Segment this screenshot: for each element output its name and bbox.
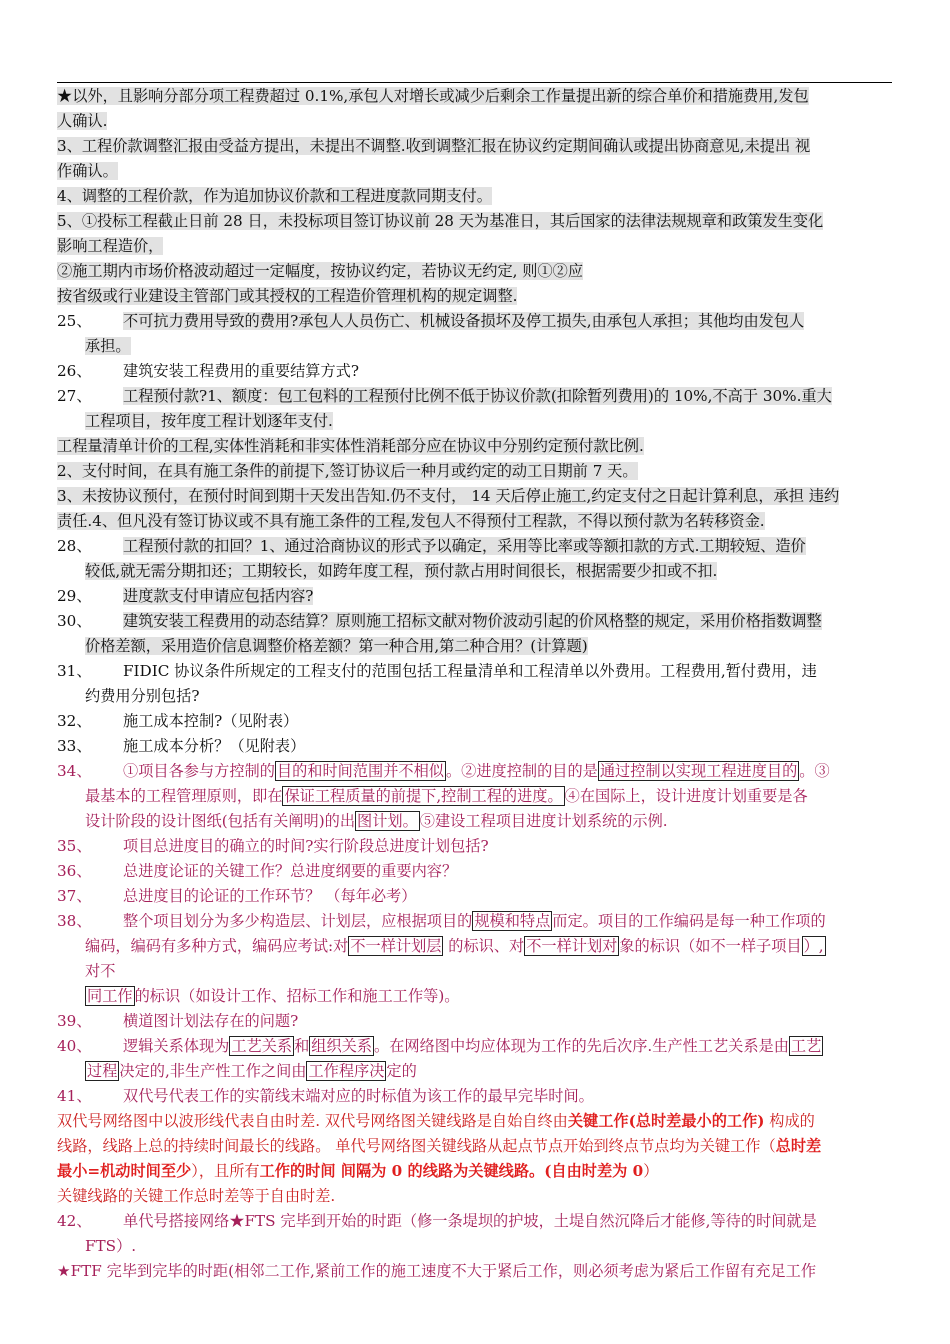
text-line: 作确认。 [57, 162, 118, 180]
question-number: 32、 [57, 712, 92, 730]
boxed-phrase: 保证工程质量的前提下,控制工程的进度。 [284, 787, 563, 805]
text-line: 5、①投标工程截止日前 28 日，未投标项目签订协议前 28 天为基准日，其后国家的法律法规规章和政策发生变化 [57, 212, 824, 230]
question-number: 29、 [57, 587, 92, 605]
boxed-phrase: 工作程序决 [308, 1062, 385, 1080]
question-number: 35、 [57, 837, 92, 855]
question-32: 32、 施工成本控制?（见附表） [57, 709, 907, 734]
boxed-phrase: 组织关系 [311, 1037, 372, 1055]
text-line: 责任.4、但凡没有签订协议或不具有施工条件的工程,发包人不得预付工程款，不得以预付款为名转移资金. [57, 512, 765, 530]
question-number: 38、 [57, 912, 92, 930]
question-38-cont: 编码，编码有多种方式，编码应考试:对 不一样计划层 的标识、对 不一样计划对 象的标识（如不一样子项目 ）, [85, 937, 824, 955]
question-number: 30、 [57, 612, 92, 630]
boxed-phrase: 不一样计划对 [526, 937, 618, 955]
text-line: ★以外，且影响分部分项工程费超过 0.1%,承包人对增长或减少后剩余工作量提出新的综合单价和措施费用,发包 [57, 87, 809, 105]
paragraph-line: 双代号网络图中以波形线代表自由时差. 双代号网络图关键线路是自始自终由关键工作(总时差最小的工作) 构成的 [57, 1112, 815, 1130]
question-27-cont: 工程项目，按年度工程计划逐年支付. [85, 412, 333, 430]
question-35: 35、 项目总进度目的确立的时间?实行阶段总进度计划包括? [57, 834, 907, 859]
boxed-phrase: 工艺 [790, 1037, 822, 1055]
question-33: 33、 施工成本分析？（见附表） [57, 734, 907, 759]
question-28: 28、 工程预付款的扣回？1、通过洽商协议的形式予以确定，采用等比率或等额扣款的方式.工期较短、造价 [57, 534, 907, 559]
question-38: 38、 整个项目划分为多少构造层、计划层，应根据项目的 规模和特点 而定。项目的工作编码是每一种工作项的 [57, 909, 907, 934]
boxed-phrase: 规模和特点 [474, 912, 551, 930]
boxed-phrase: 通过控制以实现工程进度目的 [599, 762, 798, 780]
question-number: 41、 [57, 1087, 92, 1105]
boxed-phrase: 不一样计划层 [350, 937, 442, 955]
question-number: 36、 [57, 862, 92, 880]
text-line: ★FTF 完毕到完毕的时距(相邻二工作,紧前工作的施工速度不大于紧后工作，则必须考虑为紧后工作留有充足工作 [57, 1262, 817, 1280]
question-31: 31、 FIDIC 协议条件所规定的工程支付的范围包括工程量清单和工程清单以外费用。工程费用,暂付费用，违 [57, 659, 907, 684]
boxed-phrase: 过程 [87, 1062, 118, 1080]
question-number: 37、 [57, 887, 92, 905]
question-34-cont: 最基本的工程管理原则，即在 保证工程质量的前提下,控制工程的进度。 ④在国际上，设计进度计划重要是各 [85, 787, 808, 805]
question-number: 34、 [57, 762, 92, 780]
question-30: 30、 建筑安装工程费用的动态结算？原则施工招标文献对物价波动引起的价风格整的规定，采用价格指数调整 [57, 609, 907, 634]
paragraph-line: 关键线路的关键工作总时差等于自由时差. [57, 1187, 336, 1205]
boxed-phrase: 同工作 [87, 987, 133, 1005]
question-38-cont: 同工作 的标识（如设计工作、招标工作和施工工作等)。 [87, 987, 460, 1005]
question-number: 42、 [57, 1212, 92, 1230]
question-29: 29、 进度款支付申请应包括内容? [57, 584, 907, 609]
question-26: 26、 建筑安装工程费用的重要结算方式? [57, 359, 907, 384]
header-rule [57, 82, 892, 83]
question-number: 27、 [57, 387, 92, 405]
question-number: 31、 [57, 662, 92, 680]
text-line: ②施工期内市场价格波动超过一定幅度，按协议约定，若协议无约定, 则①②应 [57, 262, 584, 280]
question-42: 42、 单代号搭接网络★FTS 完毕到开始的时距（修一条堤坝的护坡，土堤自然沉降后才能修,等待的时间就是 [57, 1209, 907, 1234]
text-line: 按省级或行业建设主管部门或其授权的工程造价管理机构的规定调整. [57, 287, 518, 305]
boxed-phrase: 目的和时间范围并不相似 [276, 762, 444, 780]
question-number: 33、 [57, 737, 92, 755]
question-41: 41、 双代号代表工作的实箭线末端对应的时标值为该工作的最早完毕时间。 [57, 1084, 907, 1109]
question-number: 26、 [57, 362, 92, 380]
question-31-cont: 约费用分别包括? [85, 687, 200, 705]
question-39: 39、 横道图计划法存在的问题? [57, 1009, 907, 1034]
question-37: 37、 总进度目的论证的工作环节？ （每年必考） [57, 884, 907, 909]
question-number: 39、 [57, 1012, 92, 1030]
question-30-cont: 价格差额，采用造价信息调整价格差额？第一种合用,第二种合用？(计算题) [85, 637, 588, 655]
question-42-cont: FTS）. [85, 1237, 137, 1255]
text-line: 影响工程造价， [57, 237, 164, 255]
boxed-phrase: 工艺关系 [231, 1037, 293, 1055]
question-34: 34、 ①项目各参与方控制的 目的和时间范围并不相似 。②进度控制的目的是 通过控制以实现工程进度目的 。③ [57, 759, 907, 784]
question-40-cont: 过程 决定的,非生产性工作之间由 工作程序决 定的 [87, 1062, 417, 1080]
boxed-phrase: ）, [803, 937, 824, 955]
question-number: 28、 [57, 537, 92, 555]
question-40: 40、 逻辑关系体现为 工艺关系 和 组织关系 。在网络图中均应体现为工作的先后次序.生产性工艺关系是由 工艺 [57, 1034, 907, 1059]
boxed-phrase: 图计划。 [357, 812, 418, 830]
question-number: 25、 [57, 312, 92, 330]
question-38-cont: 对不 [85, 962, 116, 980]
question-27: 27、 工程预付款?1、额度：包工包料的工程预付比例不低于协议价款(扣除暂列费用)的 10%,不高于 30%.重大 [57, 384, 907, 409]
paragraph-line: 最小=机动时间至少），且所有工作的时间 间隔为 0 的线路为关键线路。(自由时差为 0） [57, 1162, 659, 1180]
question-25: 25、 不可抗力费用导致的费用?承包人人员伤亡、机械设备损坏及停工损失,由承包人承担；其他均由发包人 [57, 309, 907, 334]
question-34-cont: 设计阶段的设计图纸(包括有关阐明)的出 图计划。 ⑤建设工程项目进度计划系统的示例. [85, 812, 668, 830]
question-28-cont: 较低,就无需分期扣还；工期较长，如跨年度工程，预付款占用时间很长，根据需要少扣或不扣. [85, 562, 718, 580]
text-line: 2、支付时间，在具有施工条件的前提下,签订协议后一种月或约定的动工日期前 7 天。 [57, 462, 638, 480]
question-25-cont: 承担。 [85, 337, 131, 355]
paragraph-line: 线路，线路上总的持续时间最长的线路。 单代号网络图关键线路从起点节点开始到终点节点均为关键工作（总时差 [57, 1137, 822, 1155]
text-line: 人确认. [57, 112, 108, 130]
question-number: 40、 [57, 1037, 92, 1055]
text-line: 4、调整的工程价款，作为追加协议价款和工程进度款同期支付。 [57, 187, 492, 205]
text-line: 3、未按协议预付，在预付时间到期十天发出告知.仍不支付， 14 天后停止施工,约定支付之日起计算利息，承担 违约 [57, 487, 840, 505]
document-page [57, 84, 907, 1284]
question-36: 36、 总进度论证的关键工作？总进度纲要的重要内容？ [57, 859, 907, 884]
text-line: 工程量清单计价的工程,实体性消耗和非实体性消耗部分应在协议中分别约定预付款比例. [57, 437, 644, 455]
text-line: 3、工程价款调整汇报由受益方提出，未提出不调整.收到调整汇报在协议约定期间确认或提出协商意见,未提出 视 [57, 137, 811, 155]
